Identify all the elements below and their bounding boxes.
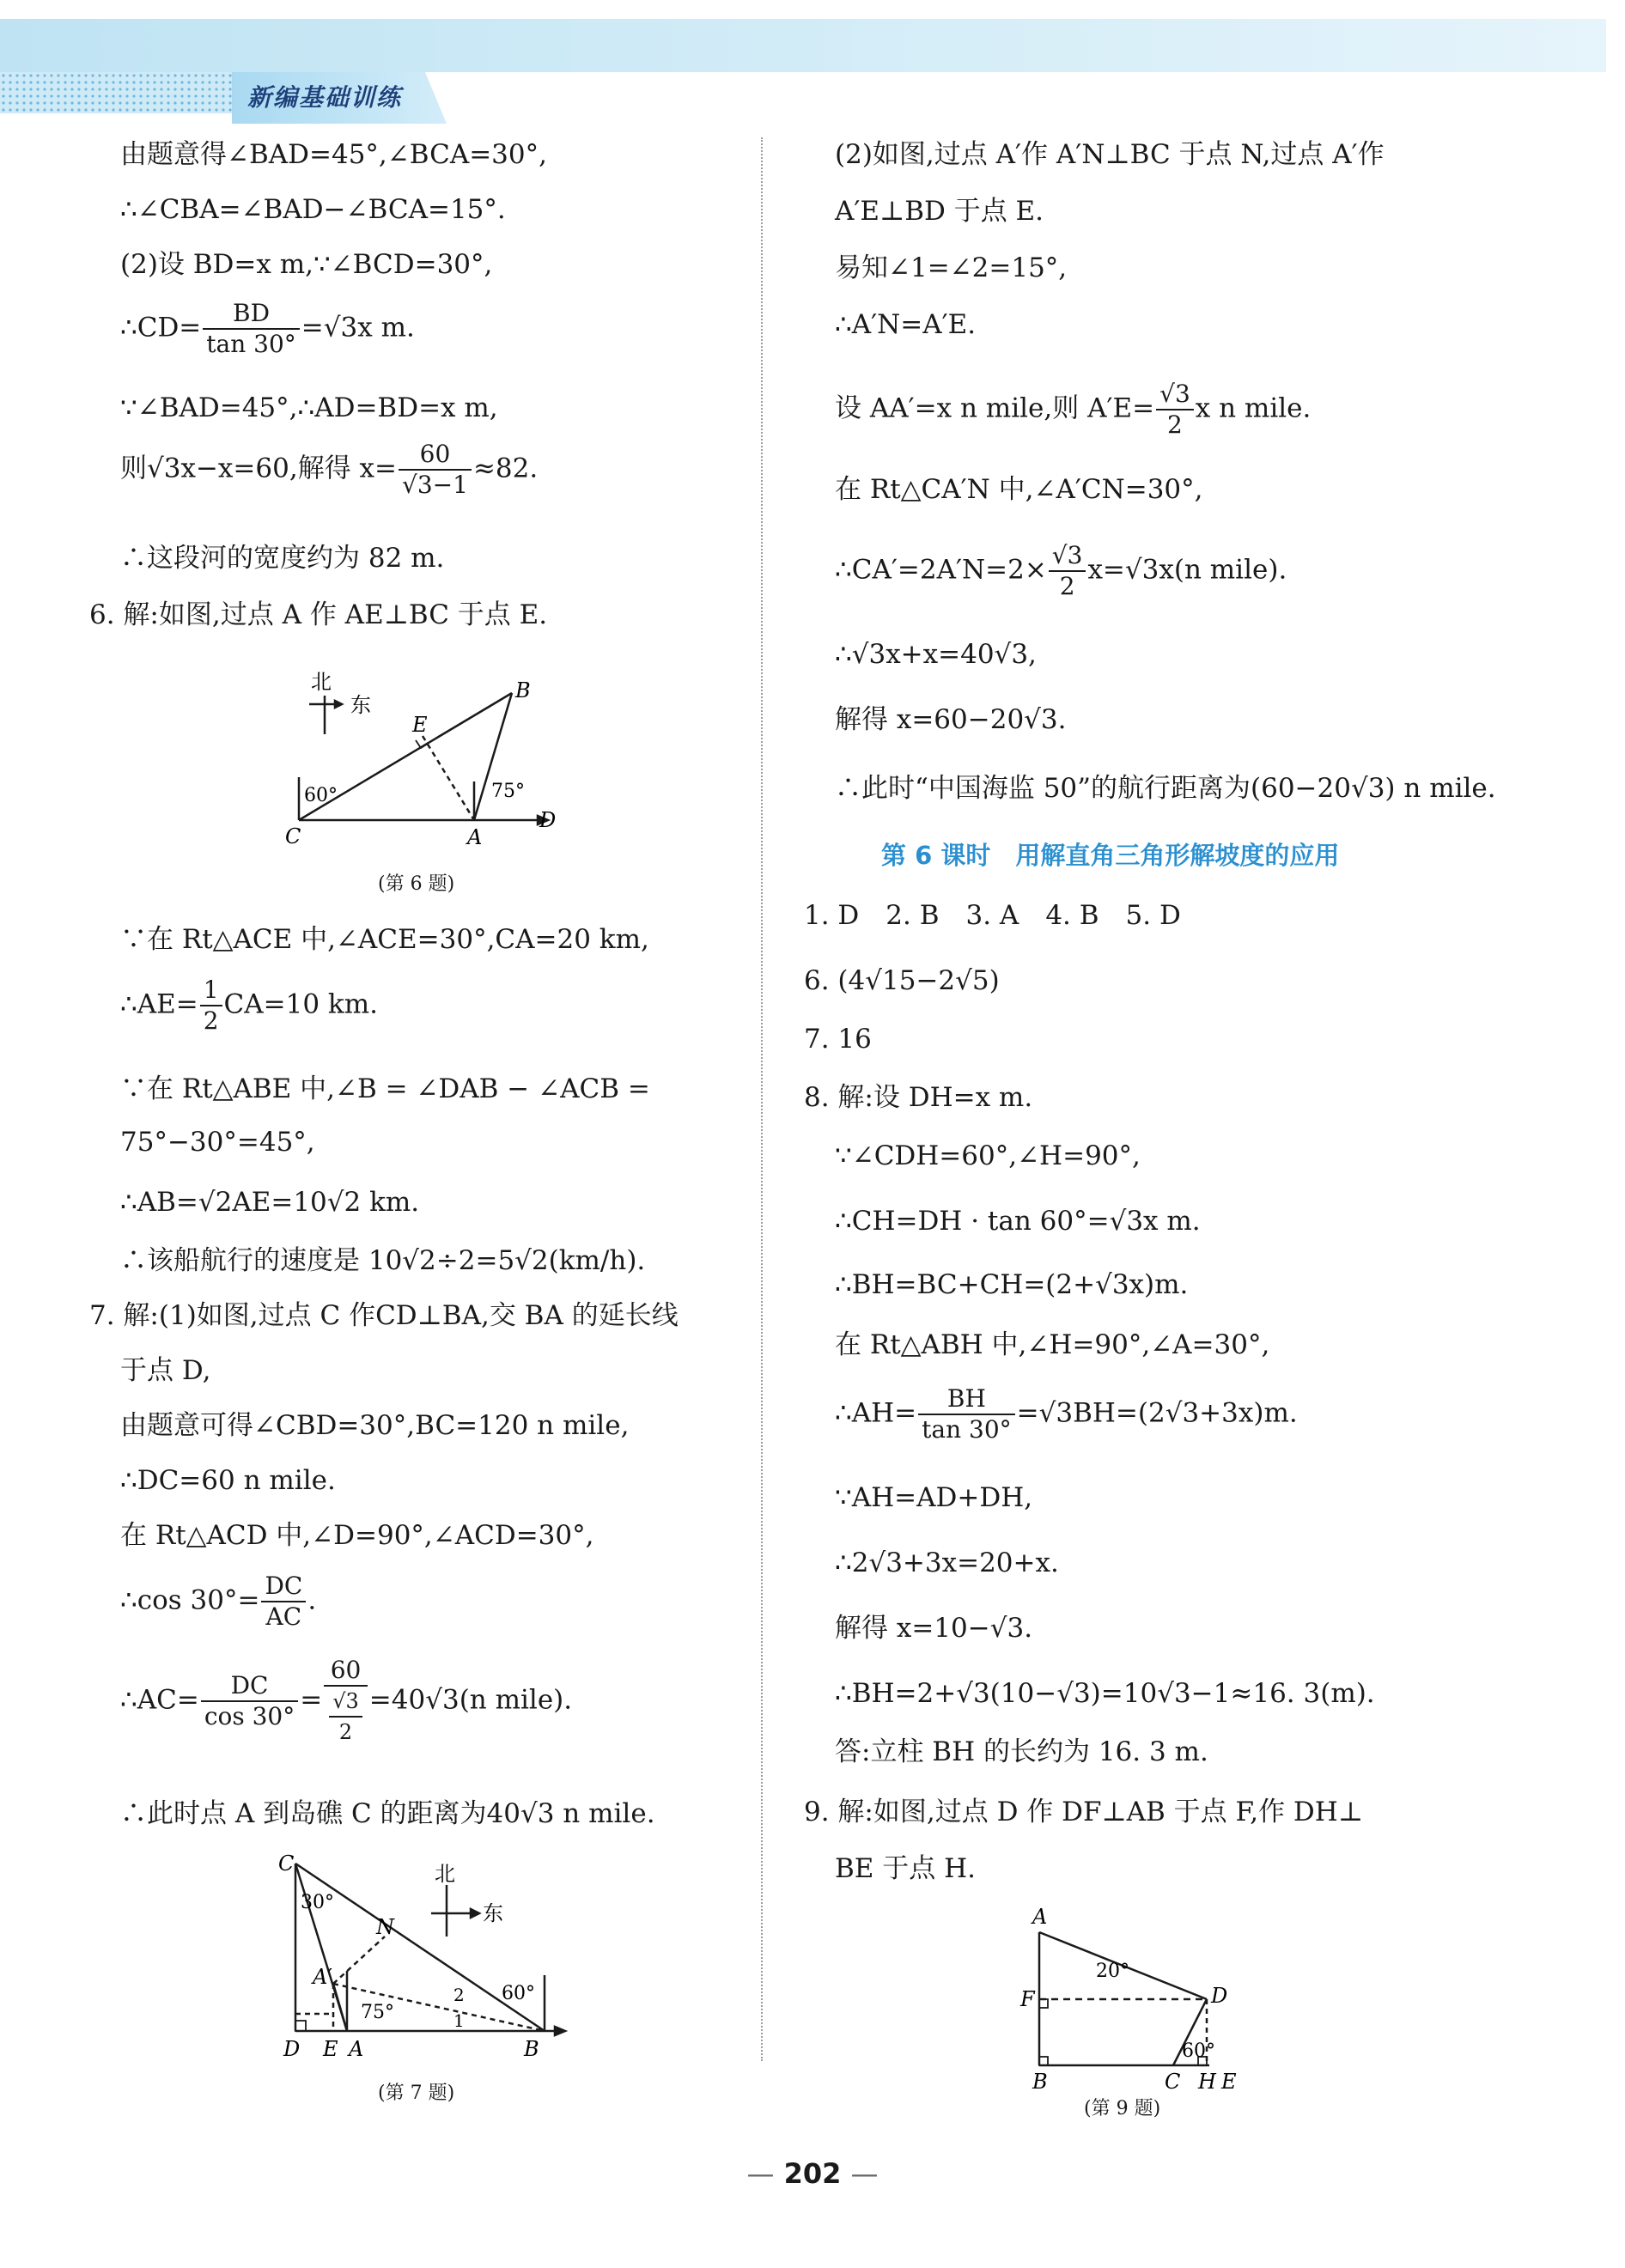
answer-line: 7. 16 (804, 1024, 872, 1055)
question-9: 9. 解:如图,过点 D 作 DF⊥AB 于点 F,作 DH⊥ (804, 1797, 1363, 1827)
fraction: $\frac{1}{2}$ (200, 976, 222, 1036)
text-line: 由题意可得∠CBD=30°,BC=120 n mile, (120, 1410, 630, 1441)
fraction: $\frac{√3}{2}$ (1156, 380, 1194, 440)
text-line: 易知∠1=∠2=15°, (835, 252, 1068, 283)
point-label: C (285, 824, 301, 848)
angle-label: 75° (491, 781, 525, 802)
text-line: ∴BH=2+√3(10−√3)=10√3−1≈16. 3(m). (835, 1678, 1375, 1709)
question-6: 6. 解:如图,过点 A 作 AE⊥BC 于点 E. (89, 599, 548, 630)
question-8: 8. 解:设 DH=x m. (804, 1082, 1033, 1113)
figure-6-caption: (第 6 题) (378, 873, 455, 895)
text-line: 75°−30°=45°, (120, 1127, 315, 1158)
page-number: — 202 — (746, 2157, 879, 2190)
fraction: $\frac{DC}{\cos 30^\circ}$ (201, 1671, 298, 1731)
text-line: (2)如图,过点 A′作 A′N⊥BC 于点 N,过点 A′作 (835, 139, 1385, 170)
text-line: ∴此时点 A 到岛礁 C 的距离为40√3 n mile. (120, 1798, 655, 1829)
text-line: ∴AB=√2AE=10√2 km. (120, 1187, 420, 1218)
text-line: 解得 x=60−20√3. (835, 704, 1067, 735)
north-label: 北 (435, 1862, 455, 1886)
point-label: H (1198, 2070, 1216, 2094)
text-line: BE 于点 H. (835, 1853, 977, 1884)
angle-label: 1 (453, 2010, 465, 2031)
text-line: ∴2√3+3x=20+x. (835, 1547, 1059, 1578)
text-line: ∵在 Rt△ABE 中,∠B = ∠DAB − ∠ACB = (120, 1073, 650, 1104)
text-line: 于点 D, (120, 1355, 211, 1386)
point-label: B (1032, 2070, 1048, 2094)
book-title: 新编基础训练 (247, 83, 403, 112)
formula-line: ∴CA′=2A′N=2× $\frac{√3}{2}$ x=√3x(n mile). (835, 541, 1287, 600)
text-line: ∴该船航行的速度是 10√2÷2=5√2(km/h). (120, 1245, 646, 1276)
header-dot-pattern (0, 72, 240, 113)
header-band (0, 19, 1606, 72)
east-label: 东 (350, 693, 371, 717)
question-7: 7. 解:(1)如图,过点 C 作CD⊥BA,交 BA 的延长线 (89, 1300, 679, 1331)
text-line: 解得 x=10−√3. (835, 1613, 1033, 1644)
figure-7-caption: (第 7 题) (378, 2083, 455, 2104)
figure-9 (1013, 1906, 1254, 2095)
page-header (0, 19, 1606, 113)
text-line: ∵∠CDH=60°,∠H=90°, (835, 1140, 1141, 1171)
formula-line: 则√3x−x=60,解得 x= $\frac{60}{√3-1}$ ≈82. (120, 440, 539, 499)
point-label: D (539, 808, 557, 832)
text-line: 在 Rt△ACD 中,∠D=90°,∠ACD=30°, (120, 1520, 594, 1551)
angle-label: 60° (502, 1983, 535, 2004)
point-label: B (524, 2037, 539, 2061)
fraction: $\frac{BD}{\tan 30^\circ}$ (203, 299, 300, 359)
text-line: (2)设 BD=x m,∵∠BCD=30°, (120, 249, 493, 280)
figure-6 (275, 644, 584, 876)
text-line: ∵AH=AD+DH, (835, 1482, 1033, 1513)
point-label: F (1020, 1987, 1035, 2011)
point-label: C (1165, 2070, 1181, 2094)
angle-label: 60° (304, 785, 338, 806)
text-line: 在 Rt△CA′N 中,∠A′CN=30°, (835, 474, 1203, 505)
point-label: D (283, 2037, 301, 2061)
formula-line: ∴CD= $\frac{BD}{\tan 30^\circ}$ =√3x m. (120, 299, 415, 358)
fraction: $\frac{√3}{2}$ (1049, 541, 1086, 601)
text-line: ∴A′N=A′E. (835, 309, 977, 340)
angle-label: 20° (1096, 1961, 1129, 1982)
text-line: A′E⊥BD 于点 E. (835, 196, 1044, 227)
section-title: 第 6 课时 用解直角三角形解坡度的应用 (881, 841, 1340, 870)
point-label: A (467, 825, 483, 849)
formula-line: ∴AC= $\frac{DC}{\cos 30^\circ}$ = $\frac{60}{\frac{√3}{2}}$ =40√3(n mile). (120, 1656, 572, 1747)
fraction: $\frac{60}{√3-1}$ (399, 440, 472, 500)
angle-label: 75° (361, 2002, 394, 2023)
text-line: ∵∠BAD=45°,∴AD=BD=x m, (120, 392, 498, 423)
point-label: E (323, 2037, 338, 2061)
text-line: ∴BH=BC+CH=(2+√3x)m. (835, 1269, 1189, 1300)
text-line: ∵在 Rt△ACE 中,∠ACE=30°,CA=20 km, (120, 924, 649, 955)
east-label: 东 (483, 1901, 503, 1925)
angle-label: 60° (1182, 2040, 1215, 2062)
point-label: B (515, 678, 531, 702)
point-label: E (1221, 2070, 1237, 2094)
text-line: 在 Rt△ABH 中,∠H=90°,∠A=30°, (835, 1329, 1270, 1360)
text-line: ∴这段河的宽度约为 82 m. (120, 543, 445, 574)
text-line: ∴CH=DH · tan 60°=√3x m. (835, 1206, 1201, 1237)
answer-line: 6. (4√15−2√5) (804, 965, 1000, 996)
text-line: 由题意得∠BAD=45°,∠BCA=30°, (120, 139, 547, 170)
fraction: $\frac{DC}{AC}$ (261, 1572, 306, 1632)
point-label: E (412, 713, 428, 737)
point-label: A (349, 2037, 364, 2061)
formula-line: ∴cos 30°= $\frac{DC}{AC}$ . (120, 1572, 317, 1631)
fraction: $\frac{60}{\frac{√3}{2}}$ (324, 1656, 368, 1747)
text-line: 答:立柱 BH 的长约为 16. 3 m. (835, 1736, 1208, 1767)
point-label: A′ (313, 1965, 332, 1989)
text-line: ∴DC=60 n mile. (120, 1465, 336, 1496)
answer-line: 1. D 2. B 3. A 4. B 5. D (804, 900, 1181, 931)
north-label: 北 (311, 670, 332, 694)
point-label: N (376, 1915, 394, 1939)
angle-label: 30° (301, 1892, 334, 1913)
figure-7 (275, 1846, 584, 2095)
formula-line: ∴AE= $\frac{1}{2}$ CA=10 km. (120, 976, 378, 1035)
point-label: C (278, 1851, 295, 1876)
text-line: ∴∠CBA=∠BAD−∠BCA=15°. (120, 194, 506, 225)
figure-9-caption: (第 9 题) (1084, 2098, 1161, 2119)
fraction: $\frac{BH}{\tan 30^\circ}$ (918, 1384, 1015, 1444)
text-line: ∴√3x+x=40√3, (835, 639, 1037, 670)
column-divider (761, 137, 763, 2061)
point-label: D (1211, 1984, 1228, 2008)
angle-label: 2 (453, 1985, 465, 2005)
point-label: A (1032, 1906, 1048, 1929)
text-line: ∴此时“中国海监 50”的航行距离为(60−20√3) n mile. (835, 773, 1496, 804)
formula-line: 设 AA′=x n mile,则 A′E= $\frac{√3}{2}$ x n mile. (835, 380, 1312, 439)
formula-line: ∴AH= $\frac{BH}{\tan 30^\circ}$ =√3BH=(2√3+3x)m. (835, 1384, 1298, 1444)
